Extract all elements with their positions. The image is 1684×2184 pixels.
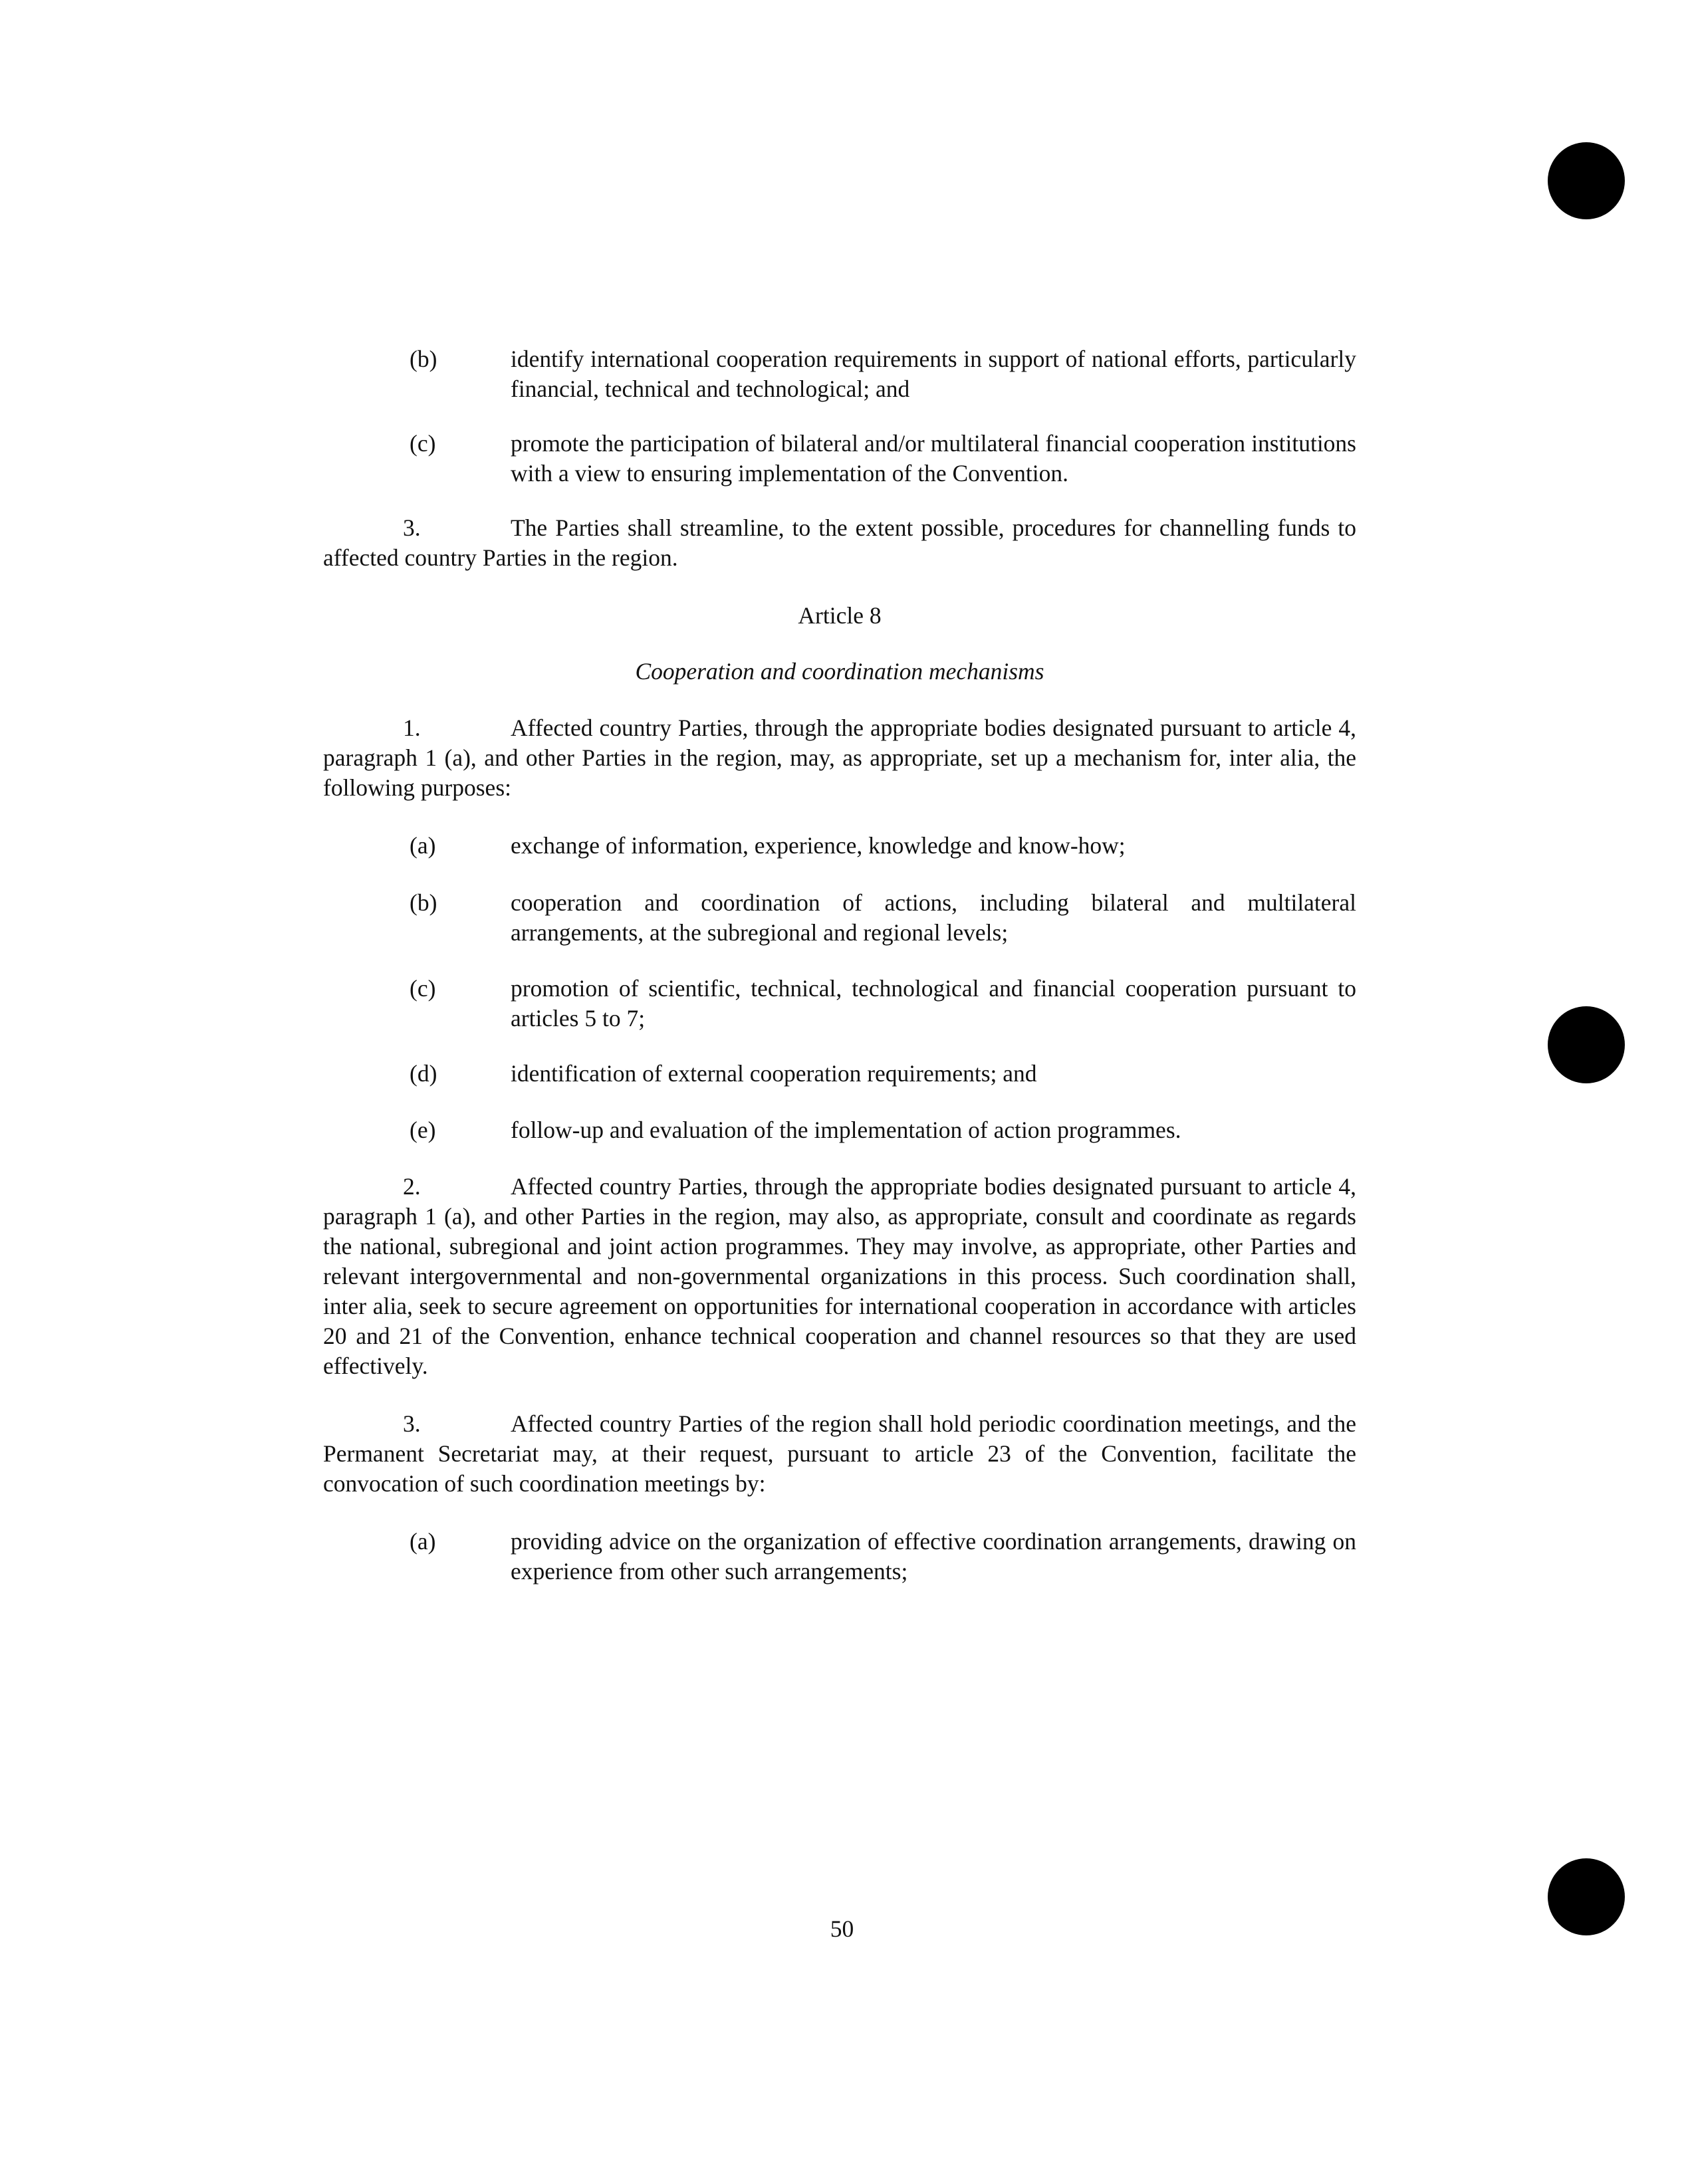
paragraph-2	[323, 1172, 1356, 1381]
paragraph-text: Affected country Parties, through the appropriate bodies designated pursuant to article 4, paragraph 1 (a), and other Parties in the region, may also, as appropriate, consult and coordinate as regards the national, subregional and joint action programmes. They may involve, as appropriate, other Parties and relevant intergovernmental and non-governmental organizations in this process. Such coordination shall, inter alia, seek to secure agreement on opportunities for international cooperation in accordance with articles 20 and 21 of the Convention, enhance technical cooperation and channel resources so that they are used effectively.	[323, 1173, 1356, 1379]
article-title: Article 8	[798, 602, 882, 629]
punch-hole-middle	[1548, 1006, 1625, 1083]
paragraph-number: 3.	[403, 514, 421, 541]
paragraph-text: Affected country Parties, through the appropriate bodies designated pursuant to article 4, paragraph 1 (a), and other Parties in the region, may, as appropriate, set up a mechanism for, inter alia, the following purposes:	[323, 714, 1356, 801]
item-label: (e)	[410, 1117, 436, 1143]
paragraph-number: 3.	[403, 1410, 421, 1437]
item-text: promotion of scientific, technical, technological and financial cooperation pursuant to articles 5 to 7;	[511, 975, 1356, 1032]
paragraph-text: Affected country Parties of the region shall hold periodic coordination meetings, and the Permanent Secretariat may, at their request, pursuant to article 23 of the Convention, facilitate the convocation of such coordination meetings by:	[323, 1410, 1356, 1497]
item-label: (b)	[410, 346, 437, 372]
item-text: promote the participation of bilateral and/or multilateral financial cooperation institutions with a view to ensuring implementation of the Convention.	[511, 430, 1356, 487]
item-label: (a)	[410, 832, 436, 859]
paragraph-number: 1.	[403, 714, 421, 741]
punch-hole-top	[1548, 142, 1625, 219]
item-label: (b)	[410, 889, 437, 916]
paragraph-1	[323, 713, 1356, 803]
item-text: identification of external cooperation requirements; and	[511, 1060, 1037, 1087]
item-label: (d)	[410, 1060, 437, 1087]
item-label: (c)	[410, 975, 436, 1002]
item-text: cooperation and coordination of actions, including bilateral and multilateral arrangements, at the subregional and regional levels;	[511, 889, 1356, 946]
paragraph-text: The Parties shall streamline, to the extent possible, procedures for channelling funds to affected country Parties in the region.	[323, 514, 1356, 571]
item-text: providing advice on the organization of effective coordination arrangements, drawing on experience from other such arrangements;	[511, 1528, 1356, 1584]
item-text: exchange of information, experience, knowledge and know-how;	[511, 832, 1126, 859]
paragraph-number: 2.	[403, 1173, 421, 1200]
item-label: (c)	[410, 430, 436, 457]
item-text: identify international cooperation requirements in support of national efforts, particularly financial, technical and technological; and	[511, 346, 1356, 402]
paragraph-3	[323, 1409, 1356, 1499]
item-text: follow-up and evaluation of the implementation of action programmes.	[511, 1117, 1181, 1143]
item-label: (a)	[410, 1528, 436, 1555]
paragraph-3-streamline	[323, 513, 1356, 573]
page-number: 50	[830, 1915, 854, 1942]
article-subtitle: Cooperation and coordination mechanisms	[635, 658, 1044, 685]
